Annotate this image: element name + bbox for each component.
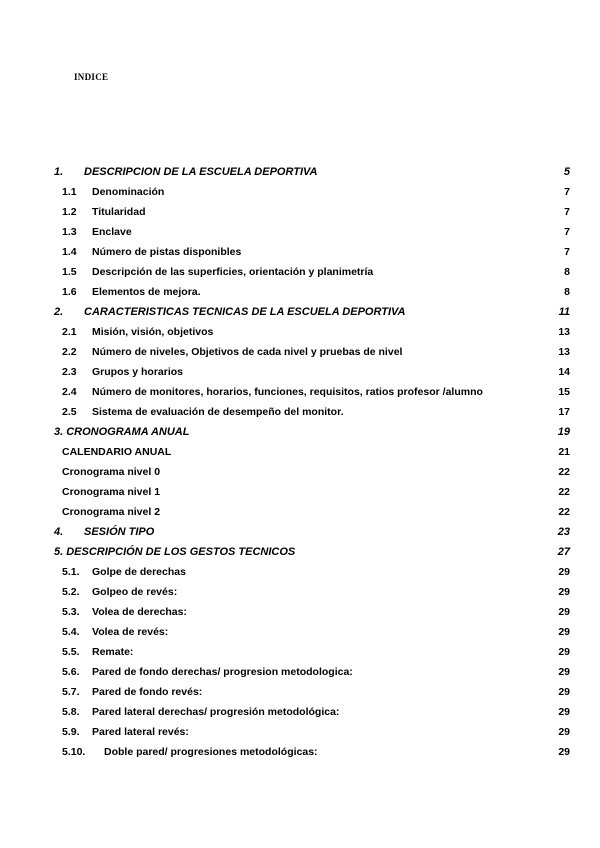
toc-entry-page: 22 bbox=[558, 486, 570, 498]
toc-entry bbox=[54, 222, 570, 242]
toc-entry bbox=[54, 202, 570, 222]
toc-entry bbox=[54, 462, 570, 482]
toc-entry-page: 29 bbox=[558, 606, 570, 618]
toc-entry-page: 5 bbox=[563, 166, 570, 178]
toc-entry-title: Pared lateral revés: bbox=[92, 726, 189, 738]
toc-entry-title: Sistema de evaluación de desempeño del monitor. bbox=[92, 406, 344, 418]
toc-entry-title: Titularidad bbox=[92, 206, 146, 218]
toc-entry-number: 2. bbox=[54, 306, 64, 318]
toc-entry-number: 1.2 bbox=[62, 206, 77, 218]
document-title: INDICE bbox=[74, 72, 109, 82]
toc-entry-number: 5.3. bbox=[62, 606, 80, 618]
toc-entry-page: 7 bbox=[564, 226, 570, 238]
toc-entry bbox=[54, 162, 570, 182]
toc-entry-page: 29 bbox=[558, 626, 570, 638]
toc-entry-number: 5.7. bbox=[62, 686, 80, 698]
toc-entry-title: Golpe de derechas bbox=[92, 566, 186, 578]
toc-entry-title: Cronograma nivel 0 bbox=[62, 466, 161, 478]
toc-entry-title: Enclave bbox=[92, 226, 132, 238]
toc-entry-page: 8 bbox=[564, 266, 570, 278]
toc-entry-number: 5.10. bbox=[62, 746, 86, 758]
toc-entry-page: 21 bbox=[558, 446, 570, 458]
toc-entry-title: Número de niveles, Objetivos de cada nivel y pruebas de nivel bbox=[92, 346, 403, 358]
toc-entry-title: Número de monitores, horarios, funciones, requisitos, ratios profesor /alumno bbox=[92, 386, 483, 398]
toc-entry-title: Grupos y horarios bbox=[92, 366, 184, 378]
table-of-contents bbox=[54, 162, 570, 762]
toc-entry-page: 13 bbox=[558, 326, 570, 338]
toc-entry-page: 19 bbox=[557, 426, 570, 438]
toc-entry-page: 15 bbox=[558, 386, 570, 398]
toc-entry-page: 7 bbox=[564, 246, 570, 258]
toc-entry-number: 5.9. bbox=[62, 726, 80, 738]
toc-entry-title: Elementos de mejora. bbox=[92, 286, 201, 298]
toc-entry-title: Pared de fondo derechas/ progresion metodologica: bbox=[92, 666, 353, 678]
toc-entry-page: 22 bbox=[558, 466, 570, 478]
toc-entry-title: Doble pared/ progresiones metodológicas: bbox=[104, 746, 318, 758]
toc-entry-number: 5.2. bbox=[62, 586, 80, 598]
toc-entry bbox=[54, 342, 570, 362]
toc-entry bbox=[54, 622, 570, 642]
toc-entry-number: 5.1. bbox=[62, 566, 80, 578]
toc-entry-page: 29 bbox=[558, 566, 570, 578]
toc-entry bbox=[54, 642, 570, 662]
toc-entry-title: Pared lateral derechas/ progresión metodológica: bbox=[92, 706, 340, 718]
toc-entry-page: 29 bbox=[558, 746, 570, 758]
toc-entry-number: 5.6. bbox=[62, 666, 80, 678]
toc-entry-number: 1.4 bbox=[62, 246, 77, 258]
toc-entry-number: 2.3 bbox=[62, 366, 77, 378]
toc-entry bbox=[54, 482, 570, 502]
toc-entry-page: 7 bbox=[564, 186, 570, 198]
toc-entry bbox=[54, 302, 570, 322]
toc-entry bbox=[54, 182, 570, 202]
toc-entry bbox=[54, 282, 570, 302]
toc-entry-title: SESIÓN TIPO bbox=[84, 526, 155, 538]
toc-entry bbox=[54, 722, 570, 742]
toc-entry-title: Volea de revés: bbox=[92, 626, 169, 638]
toc-entry-title: Cronograma nivel 2 bbox=[62, 506, 161, 518]
toc-entry-page: 29 bbox=[558, 586, 570, 598]
toc-entry-title: Cronograma nivel 1 bbox=[62, 486, 161, 498]
toc-entry-page: 29 bbox=[558, 646, 570, 658]
toc-entry bbox=[54, 682, 570, 702]
toc-entry bbox=[54, 502, 570, 522]
toc-entry-title: Golpeo de revés: bbox=[92, 586, 178, 598]
toc-entry-number: 1.3 bbox=[62, 226, 77, 238]
toc-entry bbox=[54, 362, 570, 382]
toc-entry bbox=[54, 242, 570, 262]
toc-entry-page: 11 bbox=[558, 306, 570, 318]
toc-entry bbox=[54, 702, 570, 722]
toc-entry-title: Denominación bbox=[92, 186, 165, 198]
toc-entry-number: 2.4 bbox=[62, 386, 77, 398]
toc-entry bbox=[54, 442, 570, 462]
toc-entry-number: 1.1 bbox=[62, 186, 77, 198]
toc-entry-page: 14 bbox=[558, 366, 570, 378]
toc-entry-title: CARACTERISTICAS TECNICAS DE LA ESCUELA DEPORTIVA bbox=[84, 306, 406, 318]
toc-entry bbox=[54, 322, 570, 342]
toc-entry bbox=[54, 522, 570, 542]
toc-entry-number: 5.8. bbox=[62, 706, 80, 718]
toc-entry-page: 22 bbox=[558, 506, 570, 518]
toc-entry-number: 2.1 bbox=[62, 326, 77, 338]
toc-entry bbox=[54, 262, 570, 282]
toc-entry bbox=[54, 602, 570, 622]
toc-entry-number: 2.2 bbox=[62, 346, 77, 358]
toc-entry-title: DESCRIPCION DE LA ESCUELA DEPORTIVA bbox=[84, 166, 318, 178]
toc-entry-title: 3. CRONOGRAMA ANUAL bbox=[54, 426, 190, 438]
toc-entry-page: 7 bbox=[564, 206, 570, 218]
toc-entry-number: 5.4. bbox=[62, 626, 80, 638]
toc-entry-title: 5. DESCRIPCIÓN DE LOS GESTOS TECNICOS bbox=[54, 546, 296, 558]
toc-entry-title: Volea de derechas: bbox=[92, 606, 187, 618]
toc-entry-title: Pared de fondo revés: bbox=[92, 686, 203, 698]
toc-entry-title: Número de pistas disponibles bbox=[92, 246, 242, 258]
toc-entry-number: 1.5 bbox=[62, 266, 77, 278]
toc-entry-title: Misión, visión, objetivos bbox=[92, 326, 214, 338]
toc-entry-title: Descripción de las superficies, orientación y planimetría bbox=[92, 266, 374, 278]
toc-entry bbox=[54, 402, 570, 422]
toc-entry-page: 29 bbox=[558, 686, 570, 698]
toc-entry-title: Remate: bbox=[92, 646, 134, 658]
toc-entry bbox=[54, 582, 570, 602]
toc-entry-number: 1. bbox=[54, 166, 64, 178]
toc-entry-page: 13 bbox=[558, 346, 570, 358]
toc-entry bbox=[54, 562, 570, 582]
toc-entry bbox=[54, 382, 570, 402]
toc-entry-page: 23 bbox=[557, 526, 570, 538]
toc-entry-number: 4. bbox=[54, 526, 64, 538]
toc-entry-title: CALENDARIO ANUAL bbox=[62, 446, 172, 458]
toc-entry-page: 27 bbox=[557, 546, 570, 558]
toc-entry bbox=[54, 422, 570, 442]
toc-entry bbox=[54, 662, 570, 682]
toc-entry bbox=[54, 742, 570, 762]
toc-entry-page: 8 bbox=[564, 286, 570, 298]
toc-entry-page: 29 bbox=[558, 706, 570, 718]
toc-entry-number: 1.6 bbox=[62, 286, 77, 298]
toc-entry-page: 29 bbox=[558, 726, 570, 738]
toc-entry-page: 17 bbox=[558, 406, 570, 418]
toc-entry-page: 29 bbox=[558, 666, 570, 678]
toc-entry-number: 5.5. bbox=[62, 646, 80, 658]
toc-entry bbox=[54, 542, 570, 562]
toc-entry-number: 2.5 bbox=[62, 406, 77, 418]
